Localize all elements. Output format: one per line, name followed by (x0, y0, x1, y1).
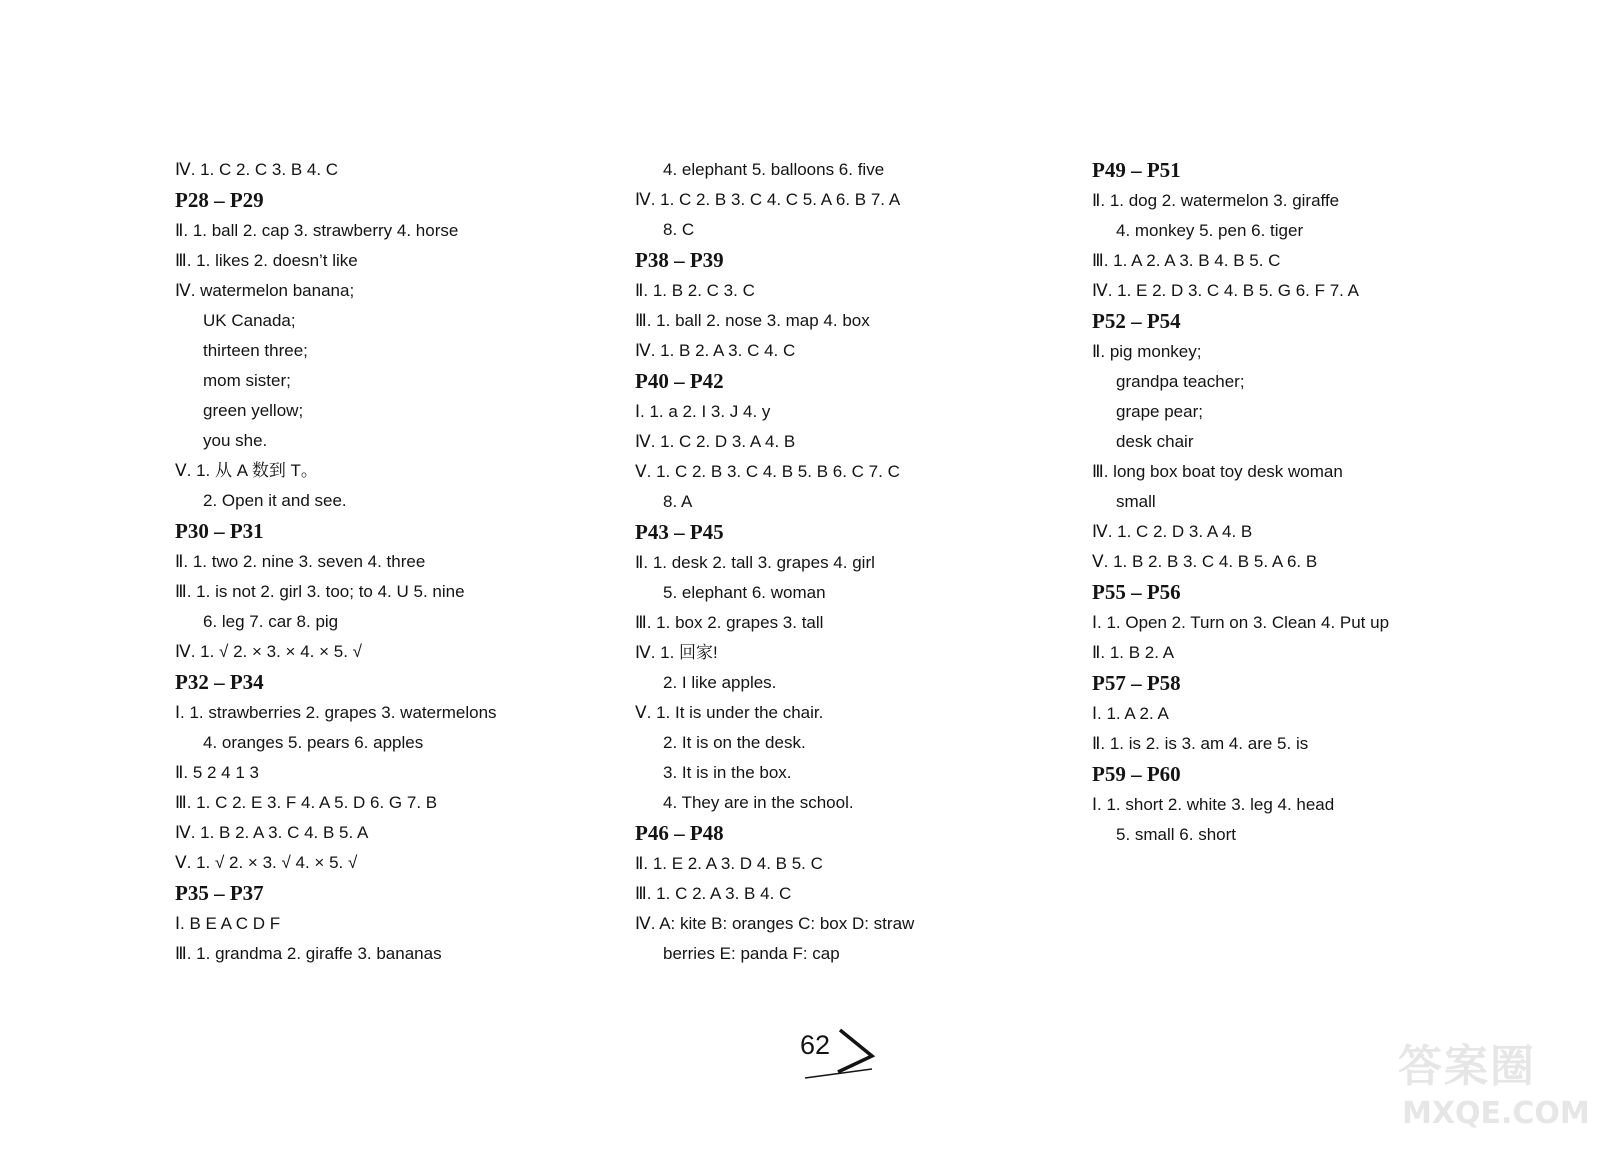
page-range-heading: P52 – P54 (1092, 309, 1181, 333)
answer-line: Ⅱ. 1. B 2. C 3. C (635, 281, 755, 300)
answer-line: 2. Open it and see. (203, 491, 347, 510)
page-range-heading: P32 – P34 (175, 670, 264, 694)
answer-line: 2. I like apples. (663, 673, 777, 692)
watermark-url: MXQE.COM (1402, 1096, 1590, 1131)
page-range-heading: P38 – P39 (635, 248, 724, 272)
answer-line: Ⅰ. 1. Open 2. Turn on 3. Clean 4. Put up (1092, 613, 1390, 632)
answer-line: UK Canada; (203, 311, 296, 330)
answer-line: small (1116, 492, 1156, 511)
answer-line: 4. elephant 5. balloons 6. five (663, 160, 885, 179)
answer-line: thirteen three; (203, 341, 308, 360)
answer-line: Ⅲ. 1. C 2. A 3. B 4. C (635, 884, 792, 903)
answer-line: Ⅲ. 1. grandma 2. giraffe 3. bananas (175, 944, 442, 963)
page-range-heading: P59 – P60 (1092, 762, 1181, 786)
answer-line: mom sister; (203, 371, 291, 390)
watermark (1398, 1030, 1598, 1145)
answer-line: Ⅰ. 1. A 2. A (1092, 704, 1169, 723)
answer-column-3 (1092, 155, 1562, 850)
answer-line: Ⅲ. 1. is not 2. girl 3. too; to 4. U 5. nine (175, 582, 465, 601)
page-range-heading: P35 – P37 (175, 881, 264, 905)
watermark-logo: 答案圈 (1398, 1041, 1536, 1092)
answer-line: Ⅱ. 1. desk 2. tall 3. grapes 4. girl (635, 553, 875, 572)
answer-line: Ⅲ. 1. box 2. grapes 3. tall (635, 613, 824, 632)
answer-line: 4. They are in the school. (663, 793, 854, 812)
answer-line: Ⅰ. 1. strawberries 2. grapes 3. watermelons (175, 703, 497, 722)
answer-line: Ⅴ. 1. It is under the chair. (635, 703, 824, 722)
answer-line: Ⅳ. 1. C 2. B 3. C 4. C 5. A 6. B 7. A (635, 190, 901, 209)
answer-line: 5. small 6. short (1116, 825, 1236, 844)
answer-line: Ⅰ. B E A C D F (175, 914, 281, 933)
answer-line: Ⅳ. watermelon banana; (175, 281, 355, 300)
answer-line: 6. leg 7. car 8. pig (203, 612, 339, 631)
page-number: 62 (800, 1030, 831, 1060)
answer-line: Ⅴ. 1. C 2. B 3. C 4. B 5. B 6. C 7. C (635, 462, 900, 481)
answer-line: Ⅱ. pig monkey; (1092, 342, 1202, 361)
page-range-heading: P49 – P51 (1092, 158, 1181, 182)
answer-line: Ⅱ. 1. B 2. A (1092, 643, 1175, 662)
page-range-heading: P57 – P58 (1092, 671, 1181, 695)
answer-line: Ⅴ. 1. B 2. B 3. C 4. B 5. A 6. B (1092, 552, 1318, 571)
answer-line: Ⅳ. 1. B 2. A 3. C 4. C (635, 341, 796, 360)
answer-line: berries E: panda F: cap (663, 944, 840, 963)
answer-line: Ⅳ. 1. C 2. D 3. A 4. B (635, 432, 796, 451)
answer-line: 3. It is in the box. (663, 763, 792, 782)
page-range-heading: P28 – P29 (175, 188, 264, 212)
answer-line: grape pear; (1116, 402, 1203, 421)
answer-line: Ⅳ. 1. C 2. C 3. B 4. C (175, 160, 339, 179)
answer-line: Ⅱ. 1. two 2. nine 3. seven 4. three (175, 552, 426, 571)
answer-line: Ⅴ. 1. √ 2. × 3. √ 4. × 5. √ (175, 853, 358, 872)
answer-line: grandpa teacher; (1116, 372, 1245, 391)
page-range-heading: P46 – P48 (635, 821, 724, 845)
answer-line: Ⅳ. 1. 回家! (635, 643, 718, 662)
answer-line: desk chair (1116, 432, 1194, 451)
answer-line: Ⅳ. 1. C 2. D 3. A 4. B (1092, 522, 1253, 541)
answer-line: Ⅳ. 1. E 2. D 3. C 4. B 5. G 6. F 7. A (1092, 281, 1360, 300)
page-range-heading: P55 – P56 (1092, 580, 1181, 604)
answer-line: Ⅴ. 1. 从 A 数到 T。 (175, 461, 318, 480)
answer-line: green yellow; (203, 401, 304, 420)
answer-line: 2. It is on the desk. (663, 733, 806, 752)
page-range-heading: P40 – P42 (635, 369, 724, 393)
answer-line: Ⅱ. 1. is 2. is 3. am 4. are 5. is (1092, 734, 1309, 753)
answer-line: Ⅲ. 1. ball 2. nose 3. map 4. box (635, 311, 870, 330)
answer-column-1 (175, 155, 605, 969)
answer-line: Ⅳ. 1. √ 2. × 3. × 4. × 5. √ (175, 642, 362, 661)
answer-line: Ⅲ. 1. likes 2. doesn’t like (175, 251, 358, 270)
answer-line: Ⅲ. 1. C 2. E 3. F 4. A 5. D 6. G 7. B (175, 793, 438, 812)
answer-line: Ⅱ. 1. dog 2. watermelon 3. giraffe (1092, 191, 1340, 210)
answer-line: Ⅲ. 1. A 2. A 3. B 4. B 5. C (1092, 251, 1281, 270)
answer-line: 4. monkey 5. pen 6. tiger (1116, 221, 1304, 240)
answer-line: Ⅲ. long box boat toy desk woman (1092, 462, 1343, 481)
answer-line: Ⅱ. 5 2 4 1 3 (175, 763, 259, 782)
answer-line: Ⅱ. 1. ball 2. cap 3. strawberry 4. horse (175, 221, 459, 240)
answer-line: Ⅳ. 1. B 2. A 3. C 4. B 5. A (175, 823, 369, 842)
answer-column-2 (635, 155, 1065, 969)
answer-line: 4. oranges 5. pears 6. apples (203, 733, 424, 752)
page-range-heading: P43 – P45 (635, 520, 724, 544)
answer-line: Ⅰ. 1. short 2. white 3. leg 4. head (1092, 795, 1335, 814)
answer-line: 5. elephant 6. woman (663, 583, 826, 602)
page-range-heading: P30 – P31 (175, 519, 264, 543)
answer-line: Ⅳ. A: kite B: oranges C: box D: straw (635, 914, 915, 933)
answer-line: 8. A (663, 492, 693, 511)
answer-line: 8. C (663, 220, 695, 239)
answer-line: you she. (203, 431, 268, 450)
answer-line: Ⅰ. 1. a 2. I 3. J 4. y (635, 402, 771, 421)
answer-line: Ⅱ. 1. E 2. A 3. D 4. B 5. C (635, 854, 823, 873)
